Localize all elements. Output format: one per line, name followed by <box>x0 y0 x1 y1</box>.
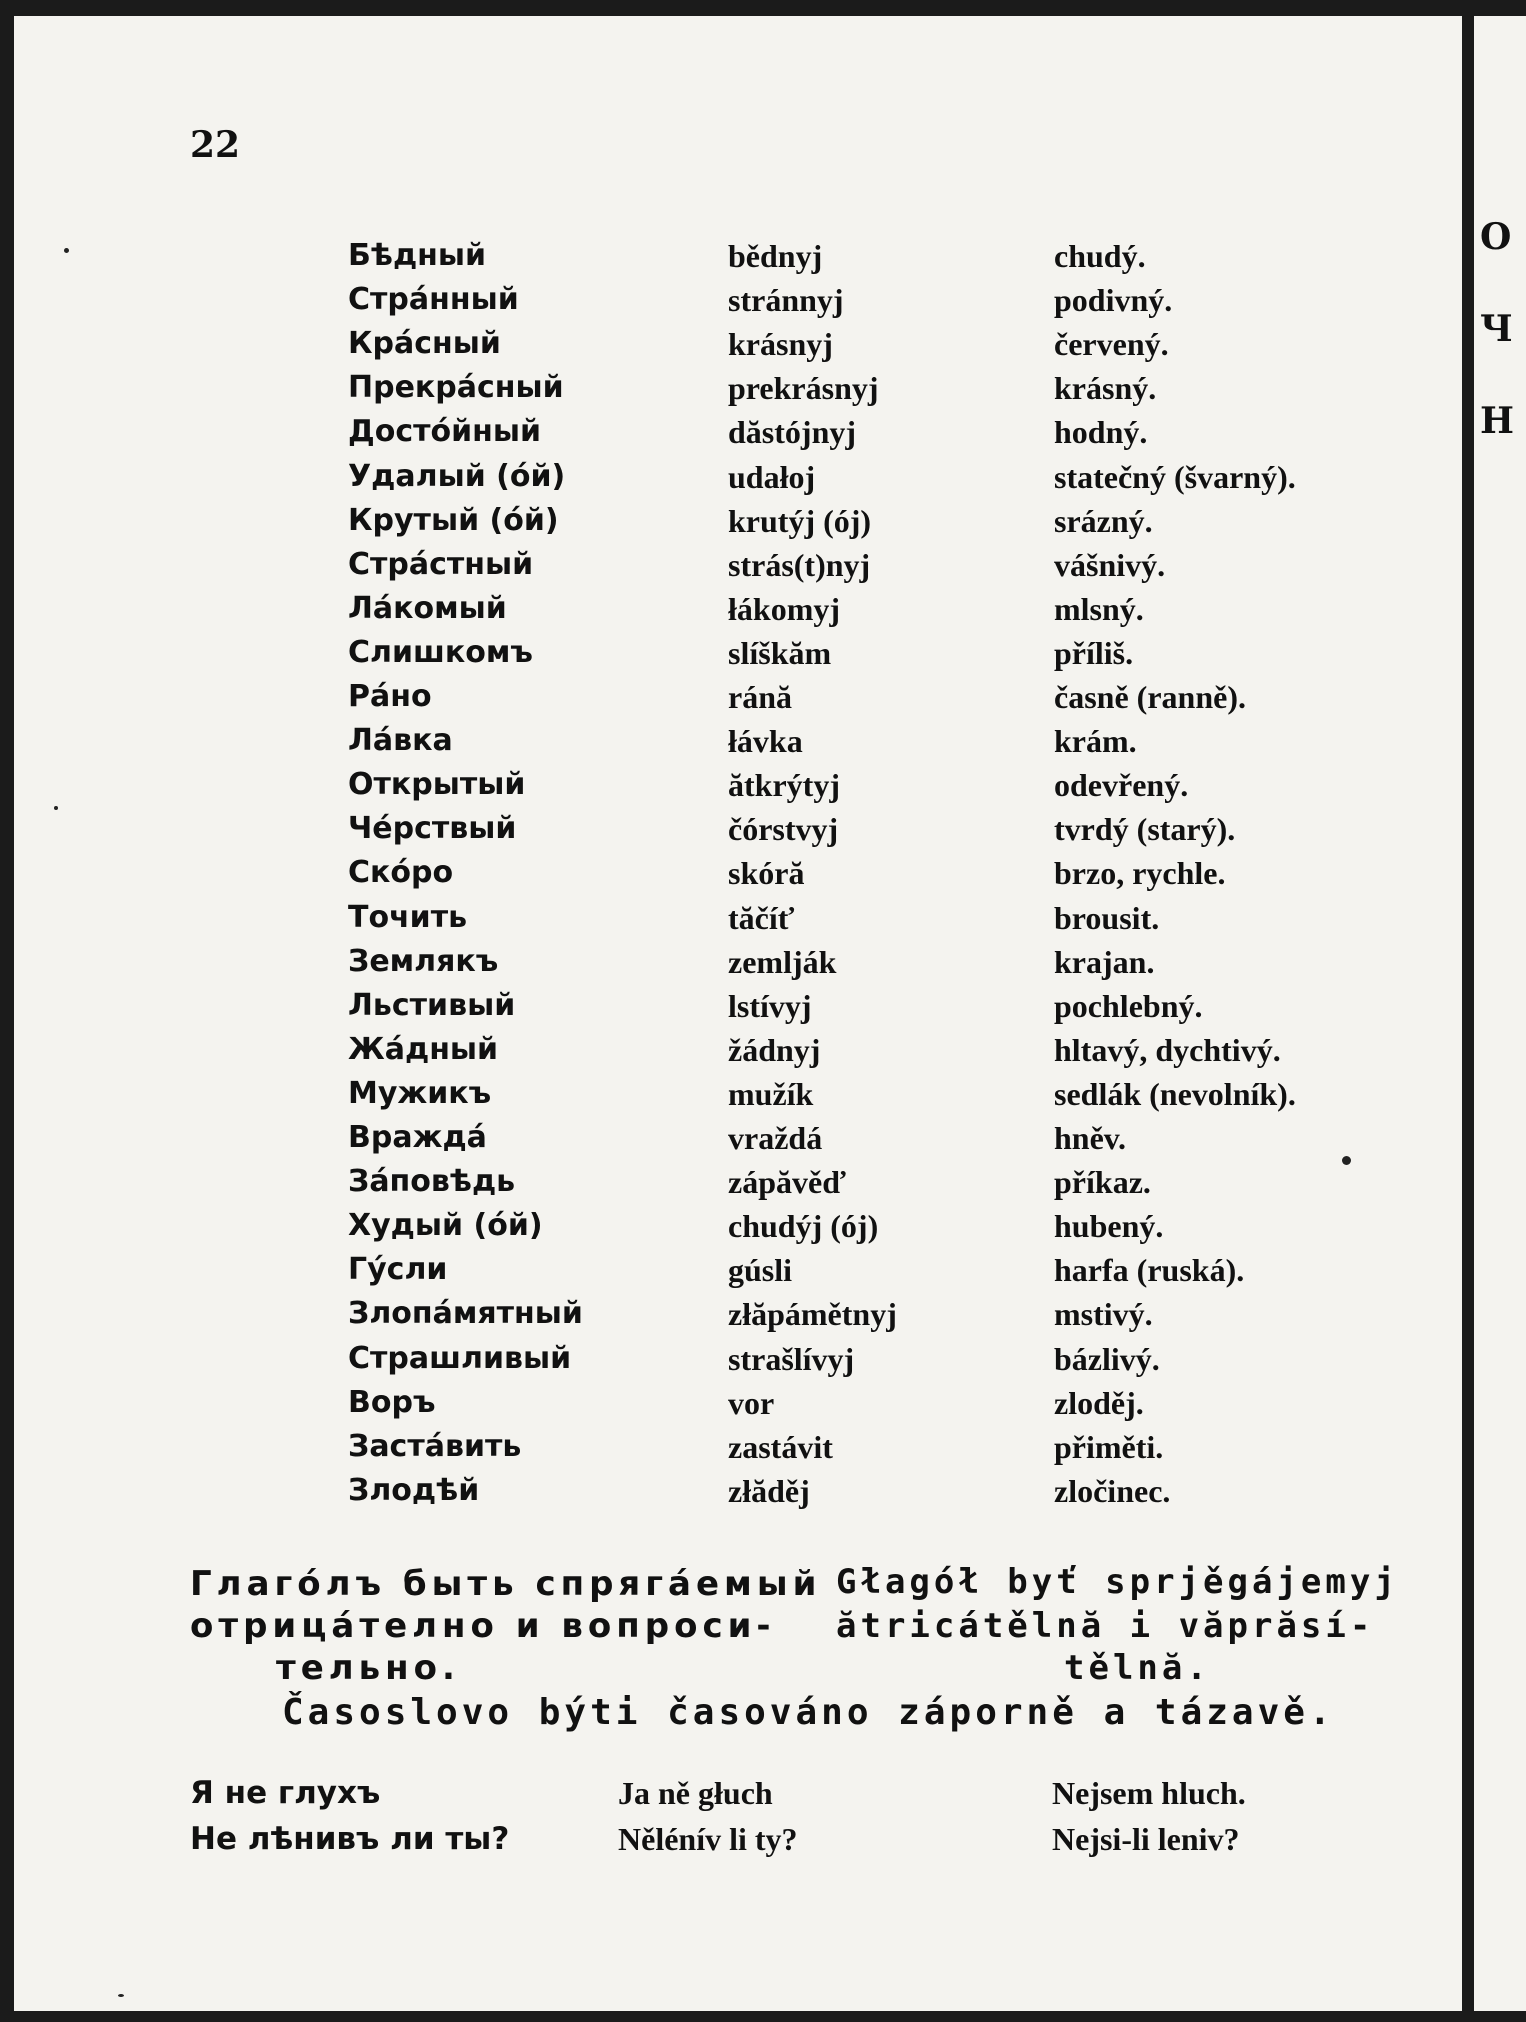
heading-translit-line-1: Głagół byť sprjěgájemyj <box>836 1562 1399 1602</box>
russian-word: Бѣдный <box>348 238 487 273</box>
vocab-row <box>14 1116 1462 1160</box>
russian-word: Страшливый <box>348 1341 572 1376</box>
transliteration: ránă <box>728 679 792 715</box>
vocab-row <box>14 1160 1462 1204</box>
transliteration: złăpámětnyj <box>728 1296 897 1332</box>
russian-word: Прекрáсный <box>348 370 564 405</box>
russian-word: Открытый <box>348 767 526 802</box>
right-page-fragment: Ч <box>1480 308 1513 350</box>
vocab-row <box>14 499 1462 543</box>
example-russian: Не лѣнивъ ли ты? <box>190 1821 510 1857</box>
czech-translation: srázný. <box>1054 503 1153 539</box>
transliteration: strašlívyj <box>728 1341 855 1377</box>
transliteration: zemlják <box>728 944 837 980</box>
vocab-row <box>14 1337 1462 1381</box>
transliteration: stránnyj <box>728 282 844 318</box>
russian-word: Лáвка <box>348 723 453 758</box>
russian-word: Злопáмятный <box>348 1296 583 1331</box>
vocab-row <box>14 587 1462 631</box>
czech-translation: krásný. <box>1054 370 1157 406</box>
transliteration: łávka <box>728 723 803 759</box>
czech-translation: tvrdý (starý). <box>1054 811 1236 847</box>
vocab-row <box>14 631 1462 675</box>
czech-translation: hněv. <box>1054 1120 1127 1156</box>
transliteration: gúsli <box>728 1252 793 1288</box>
russian-word: Достóйный <box>348 414 542 449</box>
transliteration: strás(t)nyj <box>728 547 871 583</box>
vocab-row <box>14 1469 1462 1513</box>
transliteration: krásnyj <box>728 326 833 362</box>
heading-translit-line-3: tělnă. <box>1064 1648 1211 1688</box>
russian-word: Стрáнный <box>348 282 519 317</box>
vocab-row <box>14 455 1462 499</box>
russian-word: Удалый (óй) <box>348 459 566 494</box>
heading-ru-line-1: Глагóлъ быть спрягáемый <box>190 1564 822 1604</box>
transliteration: krutýj (ój) <box>728 503 872 539</box>
czech-translation: odevřený. <box>1054 767 1189 803</box>
transliteration: dăstójnyj <box>728 414 857 450</box>
russian-word: Худый (óй) <box>348 1208 543 1243</box>
russian-word: Лáкомый <box>348 591 507 626</box>
russian-word: Злодѣй <box>348 1473 480 1508</box>
example-transliteration: Nělénív li ty? <box>618 1821 798 1857</box>
vocab-row <box>14 543 1462 587</box>
vocab-row <box>14 322 1462 366</box>
russian-word: Мужикъ <box>348 1076 492 1111</box>
vocab-row <box>14 278 1462 322</box>
russian-word: Льстивый <box>348 988 516 1023</box>
vocab-row <box>14 234 1462 278</box>
example-row <box>14 1770 1462 1816</box>
example-russian: Я не глухъ <box>190 1775 381 1811</box>
vocab-row <box>14 1028 1462 1072</box>
transliteration: ătkrýtyj <box>728 767 840 803</box>
example-czech: Nejsi-li leniv? <box>1052 1821 1240 1857</box>
transliteration: zastávit <box>728 1429 833 1465</box>
russian-word: Рáно <box>348 679 432 714</box>
transliteration: mužík <box>728 1076 814 1112</box>
transliteration: tăčíť <box>728 900 795 936</box>
transliteration: chudýj (ój) <box>728 1208 879 1244</box>
page-number: 22 <box>190 124 241 166</box>
russian-word: Крутый (óй) <box>348 503 559 538</box>
transliteration: slíškăm <box>728 635 832 671</box>
vocab-row <box>14 1072 1462 1116</box>
russian-word: Враждá <box>348 1120 487 1155</box>
czech-translation: pochlebný. <box>1054 988 1203 1024</box>
heading-czech-title: Časoslovo býti časováno záporně a tázavě. <box>282 1692 1335 1733</box>
czech-translation: krajan. <box>1054 944 1155 980</box>
book-page-left <box>14 16 1462 2011</box>
czech-translation: chudý. <box>1054 238 1146 274</box>
transliteration: žádnyj <box>728 1032 821 1068</box>
vocab-row <box>14 1425 1462 1469</box>
czech-translation: mstivý. <box>1054 1296 1153 1332</box>
transliteration: bědnyj <box>728 238 823 274</box>
transliteration: skóră <box>728 855 805 891</box>
vocab-row <box>14 1248 1462 1292</box>
scan-speck <box>54 806 58 810</box>
transliteration: złăděj <box>728 1473 810 1509</box>
example-row <box>14 1816 1462 1862</box>
czech-translation: brzo, rychle. <box>1054 855 1226 891</box>
scan-speck <box>118 1994 124 1997</box>
russian-word: Чéрствый <box>348 811 517 846</box>
transliteration: vor <box>728 1385 775 1421</box>
czech-translation: zločinec. <box>1054 1473 1171 1509</box>
vocab-row <box>14 1381 1462 1425</box>
russian-word: Стрáстный <box>348 547 534 582</box>
czech-translation: vášnivý. <box>1054 547 1166 583</box>
czech-translation: časně (ranně). <box>1054 679 1246 715</box>
russian-word: Крáсный <box>348 326 501 361</box>
russian-word: Зáповѣдь <box>348 1164 516 1199</box>
russian-word: Точить <box>348 900 468 935</box>
czech-translation: bázlivý. <box>1054 1341 1160 1377</box>
czech-translation: brousit. <box>1054 900 1160 936</box>
russian-word: Скóро <box>348 855 454 890</box>
czech-translation: krám. <box>1054 723 1137 759</box>
transliteration: udałoj <box>728 459 816 495</box>
transliteration: čórstvyj <box>728 811 839 847</box>
vocab-row <box>14 763 1462 807</box>
czech-translation: příkaz. <box>1054 1164 1151 1200</box>
vocab-row <box>14 1292 1462 1336</box>
vocab-row <box>14 1204 1462 1248</box>
czech-translation: hubený. <box>1054 1208 1164 1244</box>
vocab-row <box>14 940 1462 984</box>
vocab-row <box>14 851 1462 895</box>
vocab-row <box>14 719 1462 763</box>
vocab-row <box>14 410 1462 454</box>
czech-translation: zloděj. <box>1054 1385 1144 1421</box>
heading-translit-line-2: ătricátělnă i văprăsí- <box>836 1606 1375 1646</box>
heading-ru-line-2: отрицáтелно и вопроси- <box>190 1606 776 1646</box>
czech-translation: hodný. <box>1054 414 1148 450</box>
transliteration: prekrásnyj <box>728 370 879 406</box>
transliteration: zápăvěď <box>728 1164 846 1200</box>
czech-translation: podivný. <box>1054 282 1173 318</box>
czech-translation: statečný (švarný). <box>1054 459 1296 495</box>
russian-word: Застáвить <box>348 1429 522 1464</box>
czech-translation: mlsný. <box>1054 591 1144 627</box>
vocab-row <box>14 675 1462 719</box>
scan-speck <box>1342 1156 1351 1165</box>
czech-translation: přiměti. <box>1054 1429 1164 1465</box>
czech-translation: příliš. <box>1054 635 1134 671</box>
right-page-fragment: О <box>1480 216 1512 258</box>
russian-word: Жáдный <box>348 1032 499 1067</box>
czech-translation: hltavý, dychtivý. <box>1054 1032 1281 1068</box>
example-transliteration: Ja ně głuch <box>618 1775 773 1811</box>
example-czech: Nejsem hluch. <box>1052 1775 1246 1811</box>
transliteration: vraždá <box>728 1120 823 1156</box>
transliteration: lstívyj <box>728 988 812 1024</box>
czech-translation: sedlák (nevolník). <box>1054 1076 1296 1112</box>
book-page-right-edge <box>1474 16 1526 2011</box>
russian-word: Воръ <box>348 1385 436 1420</box>
transliteration: łákomyj <box>728 591 840 627</box>
vocab-row <box>14 896 1462 940</box>
russian-word: Гýсли <box>348 1252 448 1287</box>
vocab-row <box>14 807 1462 851</box>
russian-word: Слишкомъ <box>348 635 533 670</box>
czech-translation: harfa (ruská). <box>1054 1252 1245 1288</box>
vocab-row <box>14 366 1462 410</box>
czech-translation: červený. <box>1054 326 1169 362</box>
vocab-row <box>14 984 1462 1028</box>
russian-word: Землякъ <box>348 944 499 979</box>
right-page-fragment: Н <box>1480 400 1515 442</box>
heading-ru-line-3: тельно. <box>276 1648 460 1688</box>
scan-speck <box>64 248 69 253</box>
